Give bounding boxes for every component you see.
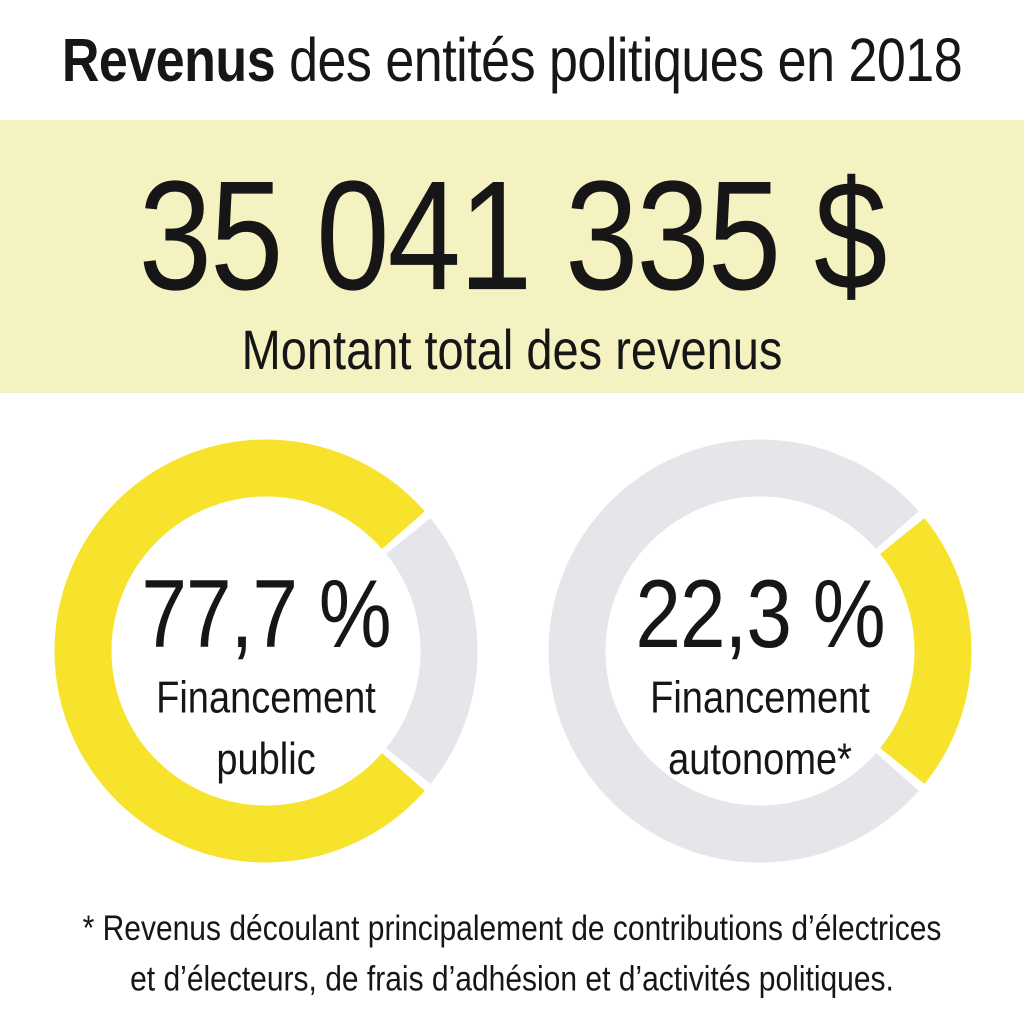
donut-label-line: Financement <box>650 673 870 724</box>
donut-label-line: autonome* <box>668 734 852 785</box>
footnote-line-1: * Revenus découlant principalement de contributions d’électrices <box>82 909 942 949</box>
title-rest: des entités politiques en 2018 <box>275 26 963 96</box>
donut-label-line: public <box>216 734 316 785</box>
donut-label-line: Financement <box>156 673 376 724</box>
donut-financement-autonome <box>548 439 972 863</box>
donut-label-public <box>54 668 478 791</box>
donut-label-autonome <box>548 668 972 791</box>
footnote-line-2: et d’électeurs, de frais d’adhésion et d’activités politiques. <box>130 959 894 999</box>
percent-value-autonome: 22,3 % <box>635 560 885 669</box>
footnote <box>0 903 1024 1004</box>
page-title <box>0 24 1024 97</box>
total-amount: 35 041 335 $ <box>138 148 886 323</box>
percent-value-public: 77,7 % <box>141 560 391 669</box>
title-emphasis: Revenus <box>61 26 276 96</box>
donut-financement-public <box>54 439 478 863</box>
total-revenue-banner <box>0 120 1024 393</box>
total-amount-caption: Montant total des revenus <box>241 318 783 381</box>
